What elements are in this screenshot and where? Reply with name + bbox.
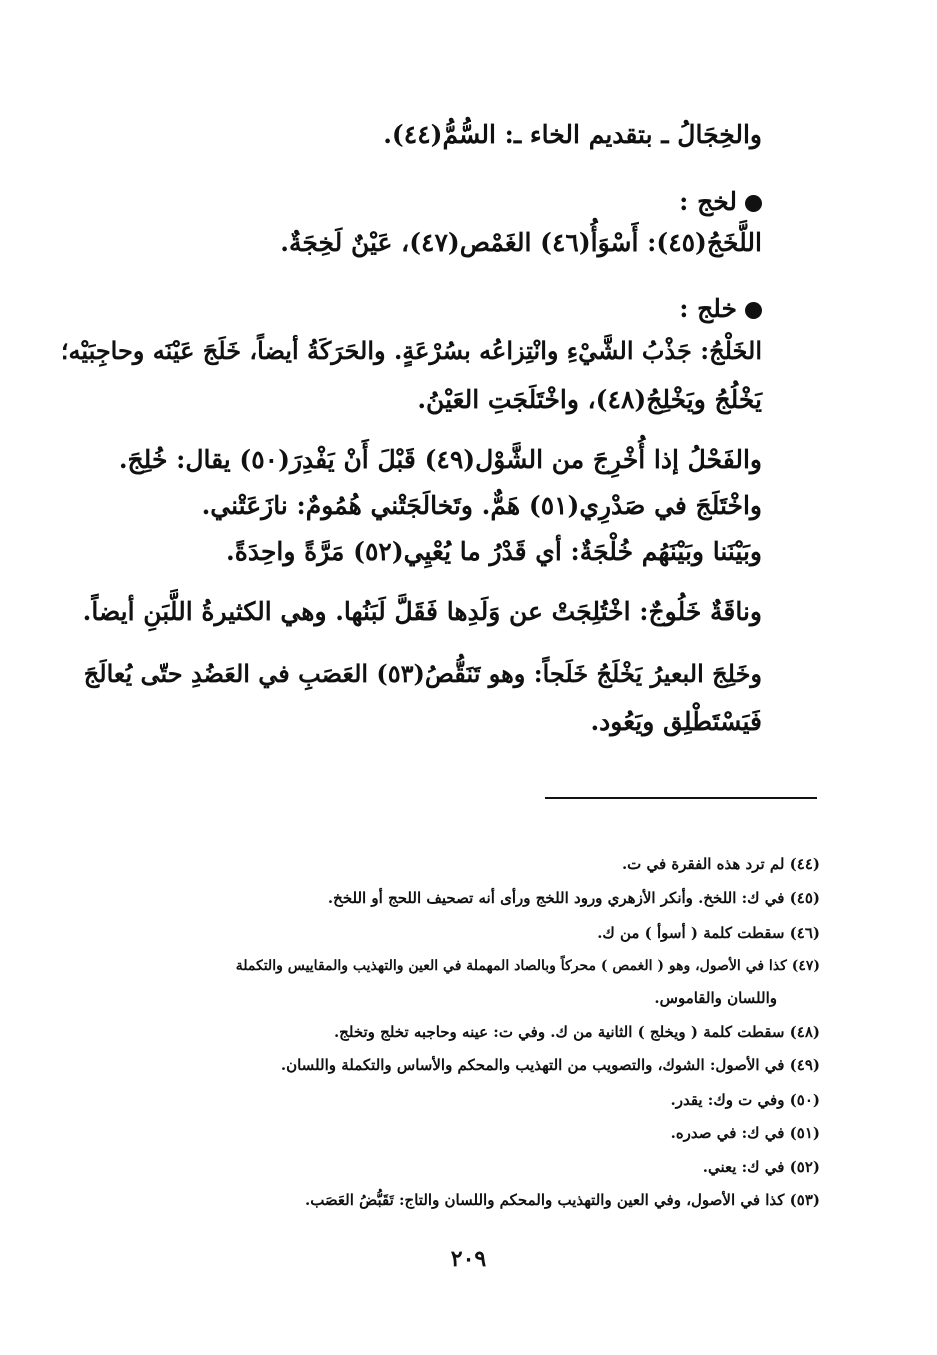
entry-line-khuljah: وبَيْنَنا وبَيْنَهُم خُلْجَةٌ: أي قَدْرُ ما يُعْيِي(٥٢) مَرَّةً واحِدَةً. [226,537,762,566]
bullet-dot-icon [745,195,762,212]
page-number: ٢٠٩ [450,1246,487,1272]
footnote-53: (٥٣) كذا في الأصول، وفي العين والتهذيب والمحكم واللسان والتاج: تَقَبُّضُ العَصَب. [304,1191,820,1209]
entry-line-yaud: فَيَسْتَطْلِق ويَعُود. [590,707,762,736]
footnote-47: (٤٧) كذا في الأصول، وهو ( الغمص ) محركاً وبالصاد المهملة في العين والتهذيب والمقاييس والتكملة [235,958,820,974]
section-heading-lakhaj [679,185,762,219]
entry-line-bair: وخَلِجَ البعيرُ يَخْلَجُ خَلَجاً: وهو تَنَقُّصُ(٥٣) العَصَبِ في العَضُدِ حتّى يُعالَجَ [83,659,762,688]
entry-line-khalj: الخَلْجُ: جَذْبُ الشَّيْءِ وانْتِزاعُه بسُرْعَةٍ. والحَرَكَةُ أيضاً، خَلَجَ عَيْنَه وحاجِبَيْه؛ [60,336,762,365]
entry-line-ikhtalaja: واخْتَلَجَ في صَدْرِي(٥١) هَمٌّ. وتَخالَجَتْني هُمُومٌ: نازَعَتْني. [201,491,762,520]
entry-line-lakhaj: اللَّخَجُ(٤٥): أَسْوَأُ(٤٦) الغَمْص(٤٧)، عَيْنٌ لَخِجَةٌ. [280,228,762,257]
footnote-52: (٥٢) في ك: يعني. [702,1158,820,1176]
footnote-50: (٥٠) وفي ت وك: يقدر. [670,1091,820,1109]
section-heading-khalaj [679,292,762,326]
footnote-divider [545,797,817,799]
footnote-46: (٤٦) سقطت كلمة ( أسوأ ) من ك. [597,924,820,942]
entry-line-naqah: وناقَةٌ خَلُوجٌ: اخْتُلِجَتْ عن وَلَدِها فَقَلَّ لَبَنُها. وهي الكثيرةُ اللَّبَنِ أيضاً. [82,597,762,626]
footnote-45: (٤٥) في ك: اللخخ. وأنكر الأزهري ورود اللخج ورأى أنه تصحيف اللحج أو اللخخ. [327,889,820,907]
footnote-49: (٤٩) في الأصول: الشوك، والتصويب من التهذيب والمحكم والأساس والتكملة واللسان. [280,1056,820,1074]
footnote-51: (٥١) في ك: في صدره. [670,1124,820,1142]
entry-line-khijal: والخِجَالُ ـ بتقديم الخاء ـ: السُّمُّ(٤٤). [383,120,762,149]
footnote-48: (٤٨) سقطت كلمة ( ويخلج ) الثانية من ك. وفي ت: عينه وحاجبه تخلج وتخلج. [333,1023,820,1041]
footnote-47-continued: واللسان والقاموس. [654,989,777,1007]
section-heading-label: لخج : [679,187,737,216]
bullet-dot-icon [745,302,762,319]
entry-line-yakhluju: يَخْلُجُ ويَخْلِجُ(٤٨)، واخْتَلَجَتِ العَيْنُ. [417,385,762,414]
footnote-44: (٤٤) لم ترد هذه الفقرة في ت. [621,855,820,873]
entry-line-fahl: والفَحْلُ إذا أُخْرِجَ من الشَّوْل(٤٩) قَبْلَ أَنْ يَفْدِرَ(٥٠) يقال: خُلِجَ. [118,445,762,474]
section-heading-label: خلج : [679,294,737,323]
